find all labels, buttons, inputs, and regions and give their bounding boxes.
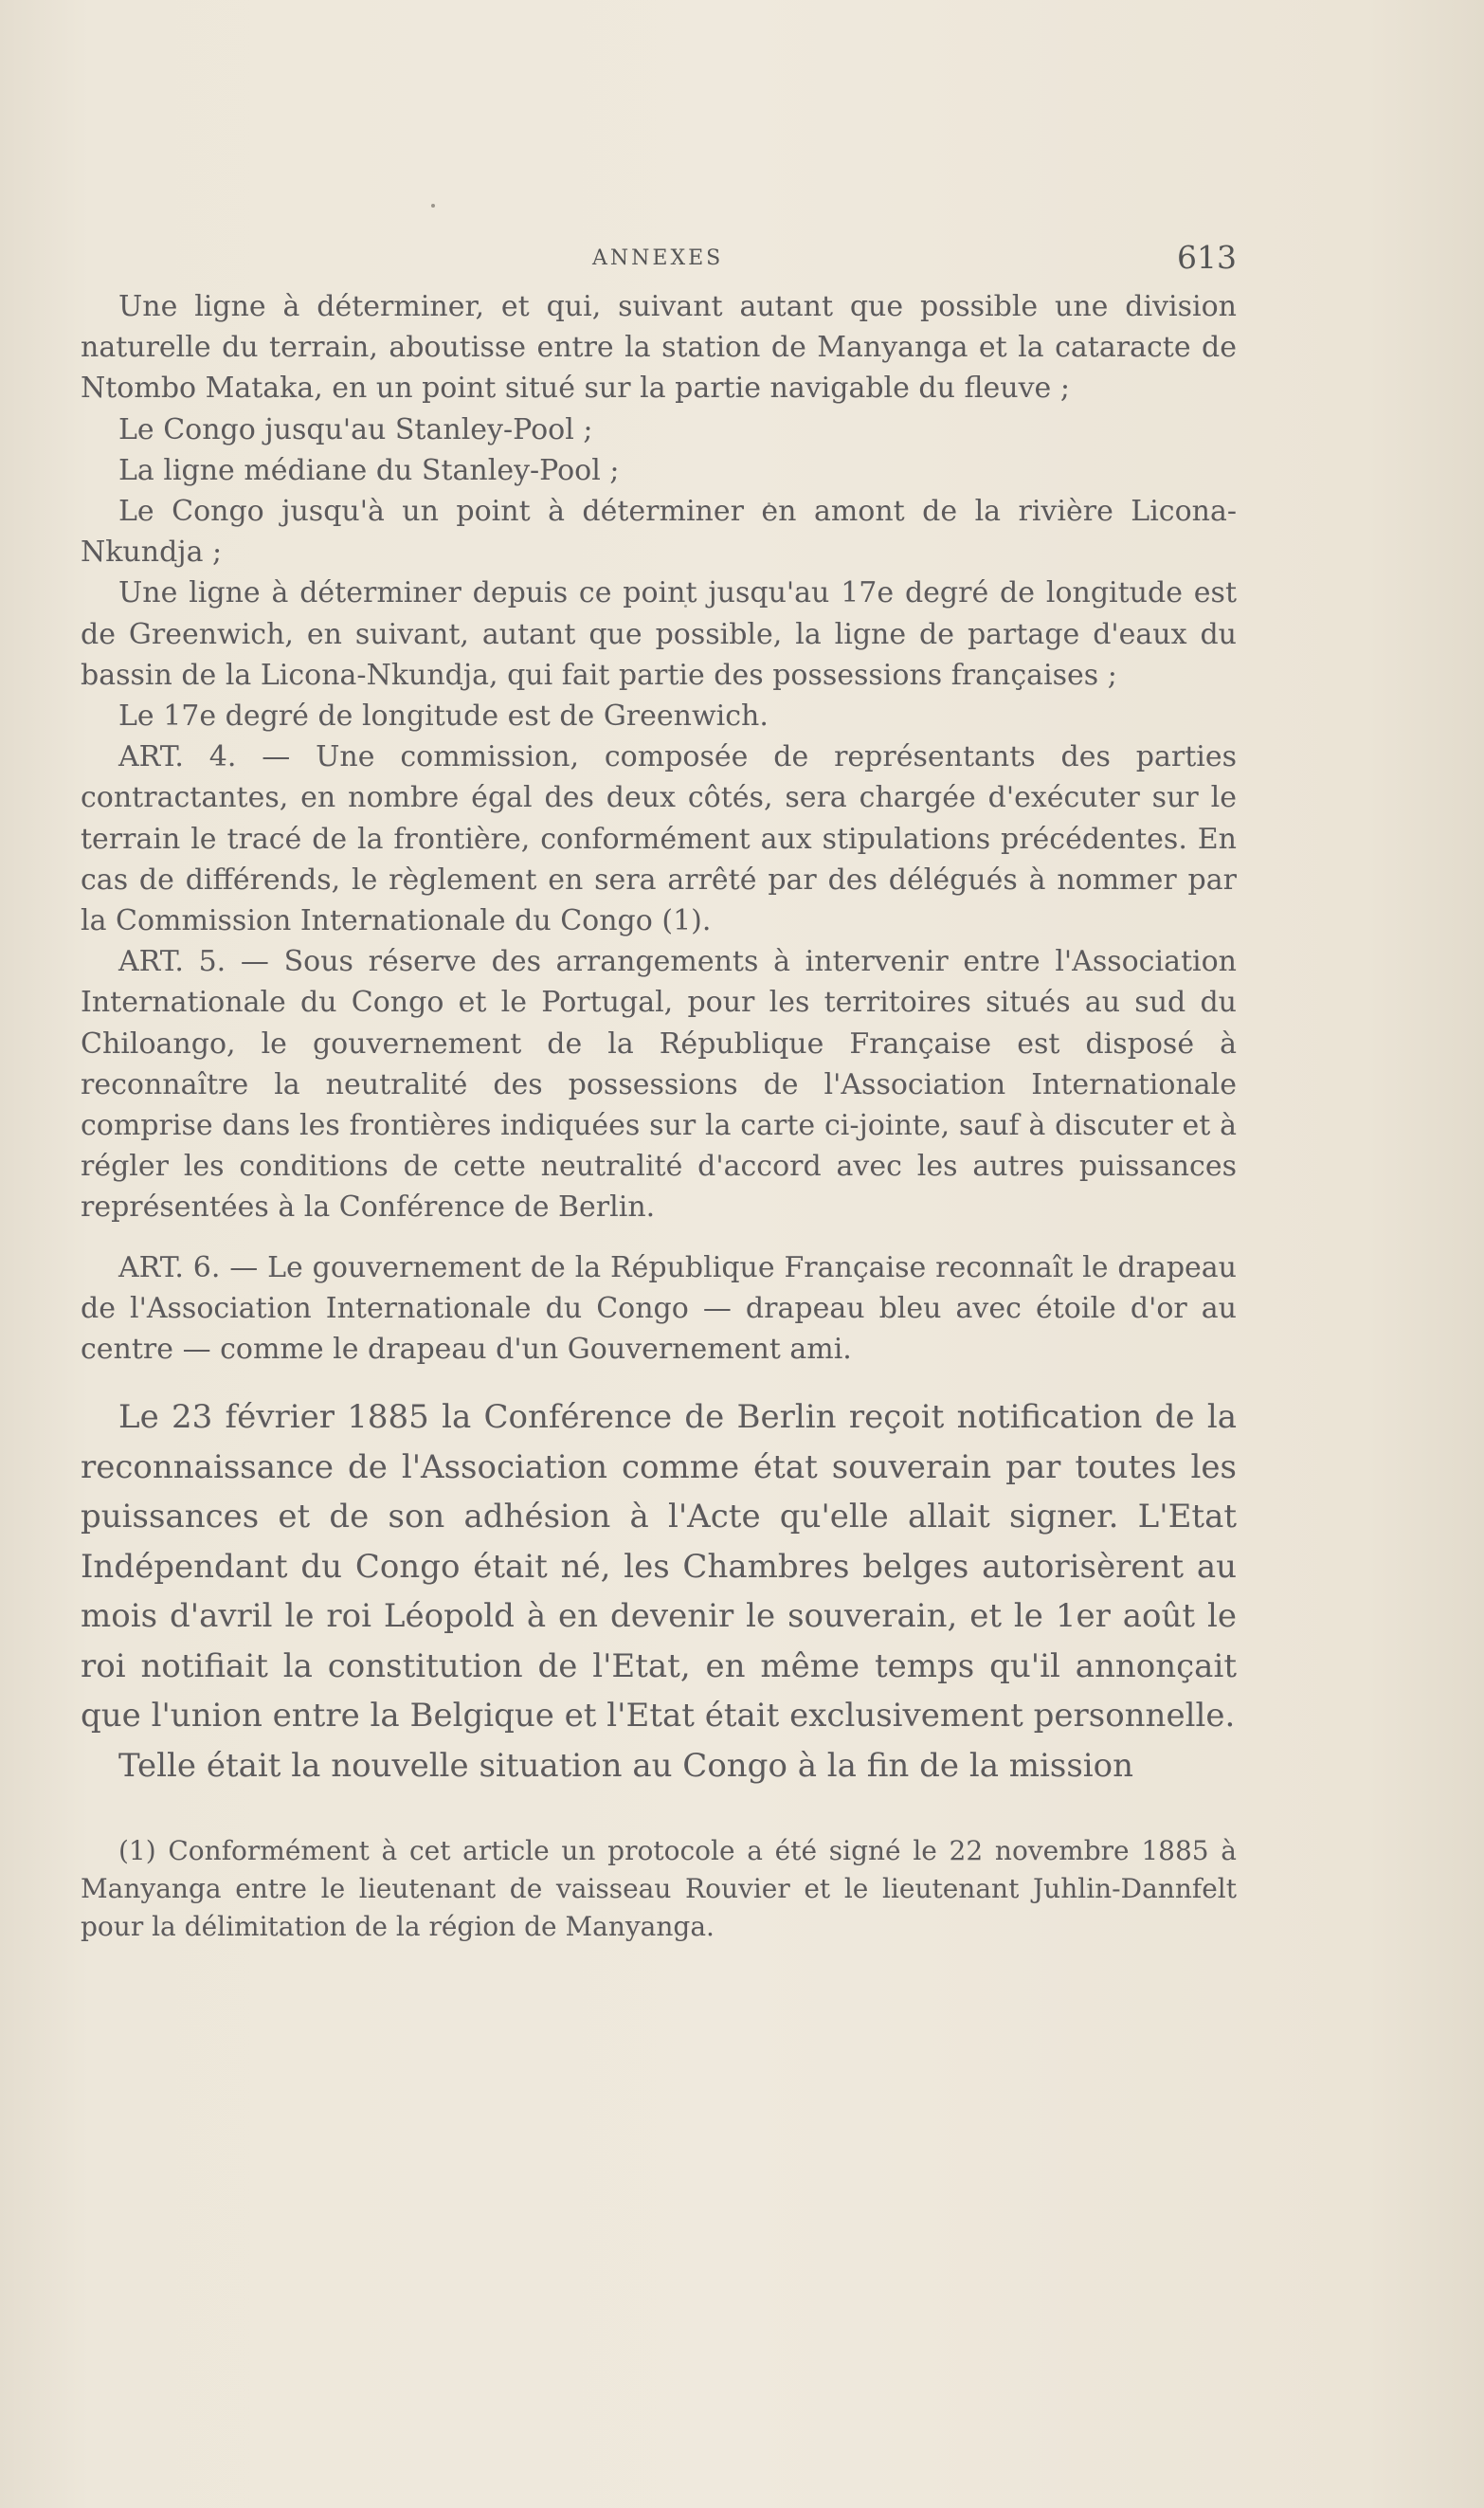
paragraph-article-6: ART. 6. — Le gouvernement de la République Française reconnaît le drapeau de l'Association Internationale du Congo — drapeau bleu avec étoile d'or au centre — comme le drapeau d'un Gouvernement ami. bbox=[81, 1250, 1237, 1367]
running-head-title: ANNEXES bbox=[592, 246, 724, 270]
footnote-1: (1) Conformément à cet article un protocole a été signé le 22 novembre 1885 à Manyanga entre le lieutenant de vaisseau Rouvier et le lieutenant Juhlin-Dannfelt pour la délimitation de la région de Manyanga. bbox=[81, 1835, 1237, 1943]
running-head bbox=[81, 237, 1237, 281]
paper-speck bbox=[431, 204, 435, 208]
paragraph-congo-stanley-pool: Le Congo jusqu'au Stanley-Pool ; bbox=[118, 412, 593, 446]
paragraph-boundary-line: Une ligne à déterminer, et qui, suivant autant que possible une division naturelle du terrain, aboutisse entre la station de Manyanga et la cataracte de Ntombo Mataka, en un point situé sur la partie navigable du fleuve ; bbox=[81, 290, 1237, 406]
paragraph-licona-nkundja: Le Congo jusqu'à un point à déterminer en amont de la rivière Licona-Nkundja ; bbox=[81, 495, 1237, 570]
page-number: 613 bbox=[1177, 239, 1237, 276]
paragraph-new-situation: Telle était la nouvelle situation au Congo à la fin de la mission bbox=[118, 1746, 1134, 1785]
body-text bbox=[81, 286, 1237, 1790]
text-block bbox=[81, 237, 1237, 1946]
paragraph-article-5: ART. 5. — Sous réserve des arrangements à intervenir entre l'Association Internationale du Congo et le Portugal, pour les territoires situés au sud du Chiloango, le gouvernement de la République Française est disposé à reconnaître la neutralité des possessions de l'Association Internationale comprise dans les frontières indiquées sur la carte ci-jointe, sauf à discuter et à régler les conditions de cette neutralité d'accord avec les autres puissances représentées à la Conférence de Berlin. bbox=[81, 945, 1237, 1225]
paragraph-watershed-line: Une ligne à déterminer depuis ce point jusqu'au 17e degré de longitude est de Greenwich, en suivant, autant que possible, la ligne de partage d'eaux du bassin de la Licona-Nkundja, qui fait partie des possessions françaises ; bbox=[81, 576, 1237, 692]
paragraph-berlin-conference: Le 23 février 1885 la Conférence de Berlin reçoit notification de la reconnaissance de l'Association comme état souverain par toutes les puissances et de son adhésion à l'Acte qu'elle allait signer. L'Etat Indépendant du Congo était né, les Chambres belges autorisèrent au mois d'avril le roi Léopold à en devenir le souverain, et le 1er août le roi notifiait la constitution de l'Etat, en même temps qu'il annonçait que l'union entre la Belgique et l'Etat était exclusivement personnelle. bbox=[81, 1398, 1237, 1736]
paragraph-median-line: La ligne médiane du Stanley-Pool ; bbox=[118, 453, 620, 487]
paragraph-article-4: ART. 4. — Une commission, composée de représentants des parties contractantes, en nombre égal des deux côtés, sera chargée d'exécuter sur le terrain le tracé de la frontière, conformément aux stipulations précédentes. En cas de différends, le règlement en sera arrêté par des délégués à nommer par la Commission Internationale du Congo (1). bbox=[81, 740, 1237, 938]
paragraph-17th-degree: Le 17e degré de longitude est de Greenwich. bbox=[118, 700, 769, 734]
footnotes bbox=[81, 1832, 1237, 1946]
